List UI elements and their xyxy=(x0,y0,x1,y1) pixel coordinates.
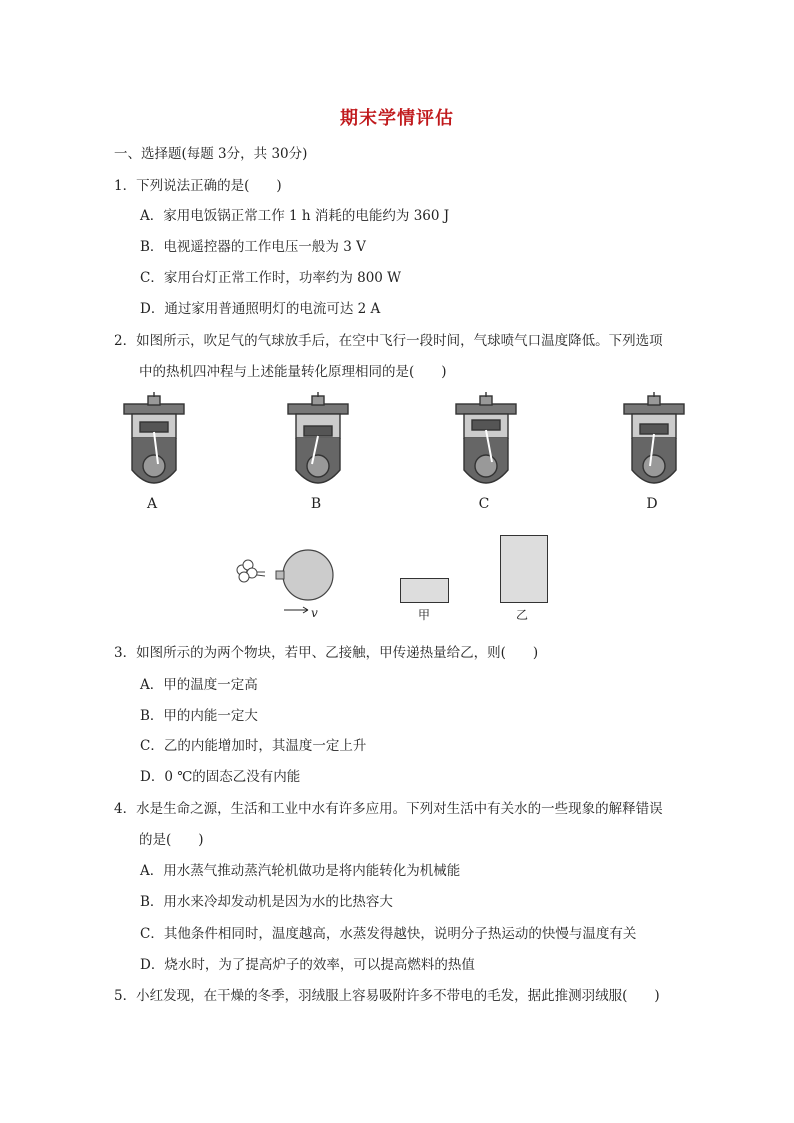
question-3-option-b: B．甲的内能一定大 xyxy=(140,708,258,724)
question-1-option-d: D．通过家用普通照明灯的电流可达 2 A xyxy=(140,301,381,317)
question-4-option-d: D．烧水时，为了提高炉子的效率，可以提高燃料的热值 xyxy=(140,957,475,973)
block-yi-label: 乙 xyxy=(516,608,529,622)
question-2-stem: 2．如图所示，吹足气的气球放手后，在空中飞行一段时间，气球喷气口温度降低。下列选项 xyxy=(114,333,663,349)
velocity-arrow-icon xyxy=(284,607,308,613)
question-4-option-b: B．用水来冷却发动机是因为水的比热容大 xyxy=(140,894,393,910)
question-4-option-a: A．用水蒸气推动蒸汽轮机做功是将内能转化为机械能 xyxy=(140,863,461,879)
engine-label-b: B xyxy=(310,496,322,512)
question-1-option-b: B．电视遥控器的工作电压一般为 3 V xyxy=(140,239,366,255)
engine-label-c: C xyxy=(478,496,490,512)
air-puff-icon xyxy=(237,560,265,582)
question-3-option-a: A．甲的温度一定高 xyxy=(140,677,258,693)
balloon-icon xyxy=(283,550,333,600)
engine-diagram-d xyxy=(618,392,690,492)
question-3-option-c: C．乙的内能增加时，其温度一定上升 xyxy=(140,738,367,754)
question-1-stem: 1．下列说法正确的是( ) xyxy=(114,178,282,194)
balloon-figure xyxy=(232,548,336,620)
block-yi xyxy=(500,535,548,603)
question-1-option-a: A．家用电饭锅正常工作 1 h 消耗的电能约为 360 J xyxy=(140,208,450,224)
question-3-option-d: D．0 ℃的固态乙没有内能 xyxy=(140,769,301,785)
question-4-option-c: C．其他条件相同时，温度越高，水蒸发得越快，说明分子热运动的快慢与温度有关 xyxy=(140,926,637,942)
question-4-stem: 4．水是生命之源，生活和工业中水有许多应用。下列对生活中有关水的一些现象的解释错误 xyxy=(114,801,663,817)
engine-diagram-b xyxy=(282,392,354,492)
engine-diagram-c xyxy=(450,392,522,492)
section-heading: 一、选择题(每题 3分，共 30分) xyxy=(114,146,308,162)
question-3-stem: 3．如图所示的为两个物块，若甲、乙接触，甲传递热量给乙，则( ) xyxy=(114,645,539,661)
question-2-stem-continued: 中的热机四冲程与上述能量转化原理相同的是( ) xyxy=(139,364,447,380)
engine-label-a: A xyxy=(146,496,158,512)
block-jia xyxy=(400,578,449,603)
velocity-label: v xyxy=(311,606,318,620)
block-jia-label: 甲 xyxy=(418,608,431,622)
question-5-stem: 5．小红发现，在干燥的冬季，羽绒服上容易吸附许多不带电的毛发，据此推测羽绒服( ) xyxy=(114,988,660,1004)
question-4-stem-continued: 的是( ) xyxy=(139,832,204,848)
page-title: 期末学情评估 xyxy=(340,108,454,129)
engine-diagram-a xyxy=(118,392,190,492)
engine-label-d: D xyxy=(646,496,658,512)
balloon-nozzle-icon xyxy=(276,571,284,579)
question-1-option-c: C．家用台灯正常工作时，功率约为 800 W xyxy=(140,270,402,286)
